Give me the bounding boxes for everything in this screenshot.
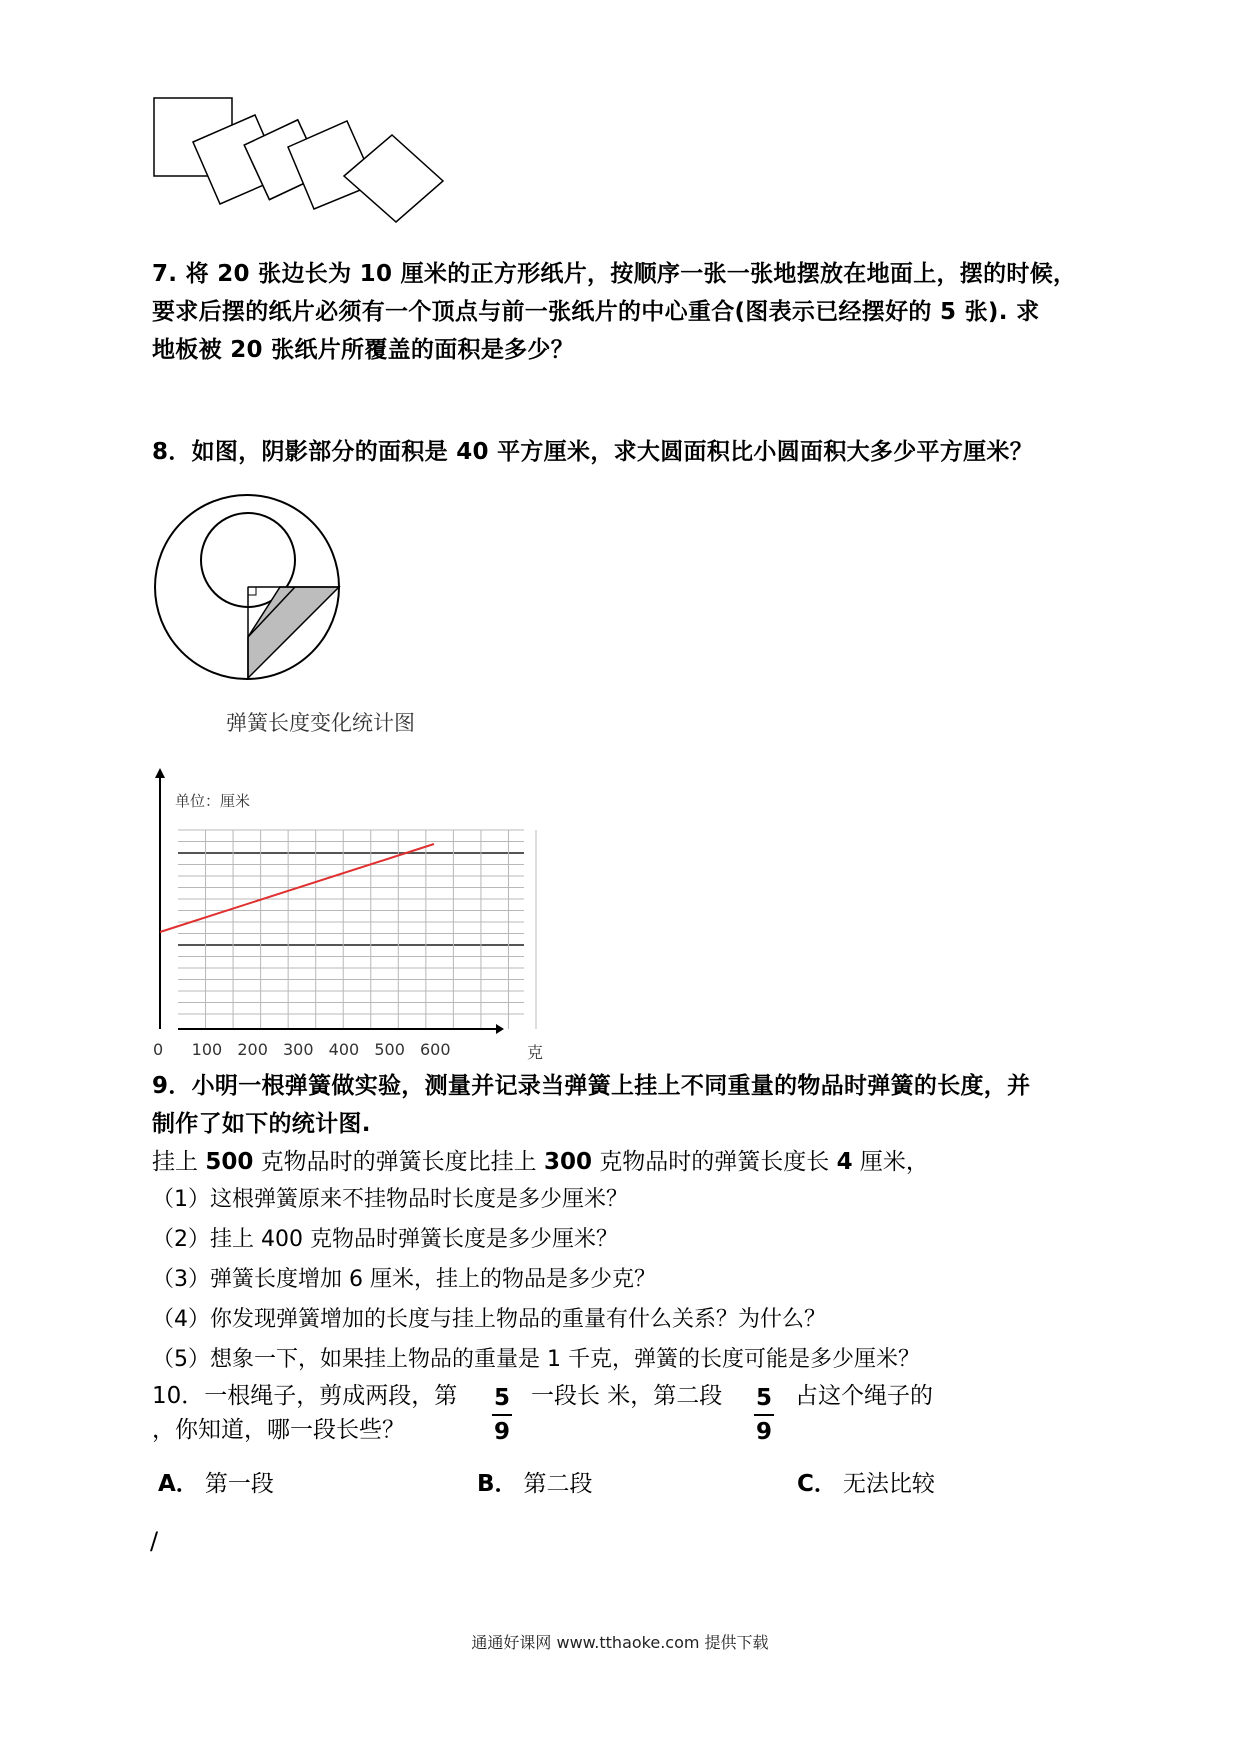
right-angle-mark [248,587,256,595]
footer-credit: 通通好课网 www.tthaoke.com 提供下载 [471,1633,769,1652]
option-a-text: 第一段 [204,1471,274,1497]
given-weight-300: 300 [543,1149,592,1175]
q9-sub-5: （5）想象一下，如果挂上物品的重量是 1 千克，弹簧的长度可能是多少厘米？ [152,1347,920,1372]
fraction-numerator: 5 [755,1385,772,1411]
q9-sub-2: （2）挂上 400 克物品时弹簧长度是多少厘米？ [152,1227,618,1252]
chart-title: 弹簧长度变化统计图 [226,711,415,735]
x-tick-label: 500 [374,1040,405,1059]
fraction-bar [492,1414,512,1416]
spring-length-line-chart [140,758,560,1068]
circles-figure [150,488,350,688]
x-tick-label: 600 [420,1040,451,1059]
q7-line-1: 7. 将 20 张边长为 10 厘米的正方形纸片，按顺序一张一张地摆放在地面上，摆的时候， [152,261,1077,287]
q10-part-3: 占这个绳子的 [795,1383,933,1409]
given-part-2: 克物品时的弹簧长度比挂上 [253,1149,544,1175]
option-a[interactable] [158,1468,274,1500]
q7-line-3: 地板被 20 张纸片所覆盖的面积是多少？ [152,337,575,363]
given-part-3: 克物品时的弹簧长度长 [591,1149,837,1175]
option-c[interactable] [797,1468,935,1500]
q9-given [152,1144,929,1180]
x-axis-unit-label: 克 [527,1043,544,1062]
q7-line-2: 要求后摆的纸片必须有一个顶点与前一张纸片的中心重合(图表示已经摆好的 5 张). 求 [152,299,1040,325]
option-a-letter: A． [158,1471,199,1497]
y-axis-arrow [155,768,165,778]
x-tick-label: 300 [283,1040,314,1059]
q9-line-2: 制作了如下的统计图. [152,1111,371,1137]
question-8: 8．如图，阴影部分的面积是 40 平方厘米，求大圆面积比小圆面积大多少平方厘米？ [152,439,1034,465]
option-c-text: 无法比较 [842,1471,935,1497]
q10-part-1: 10．一根绳子，剪成两段，第 [152,1383,458,1409]
slash-mark: / [150,1527,159,1555]
given-weight-500: 500 [205,1149,254,1175]
q10-line-2: ，你知道，哪一段长些？ [152,1417,405,1443]
x-tick-label: 100 [191,1040,223,1059]
fraction-denominator: 9 [755,1419,772,1445]
option-c-letter: C． [797,1471,837,1497]
x-tick-label: 200 [237,1040,268,1059]
fraction-numerator: 5 [493,1385,510,1411]
q10-part-2: 一段长 米，第二段 [531,1383,723,1409]
unit-label: 单位：厘米 [175,792,251,810]
x-tick-label: 400 [328,1040,360,1059]
q9-sub-4: （4）你发现弹簧增加的长度与挂上物品的重量有什么关系？为什么？ [152,1307,826,1332]
q9-sub-1: （1）这根弹簧原来不挂物品时长度是多少厘米？ [152,1187,628,1212]
given-length-4: 4 [836,1149,853,1175]
given-part-1: 挂上 [152,1149,206,1175]
x-axis-arrow [496,1024,504,1034]
option-b[interactable] [477,1468,593,1500]
x-origin-label: 0 [153,1040,164,1059]
fraction-5-9-second [752,1383,776,1447]
q9-line-1: 9．小明一根弹簧做实验，测量并记录当弹簧上挂上不同重量的物品时弹簧的长度，并 [152,1073,1031,1099]
option-b-text: 第二段 [523,1471,593,1497]
fraction-5-9-first [490,1383,514,1447]
fraction-denominator: 9 [493,1419,510,1445]
q9-sub-3: （3）弹簧长度增加 6 厘米，挂上的物品是多少克？ [152,1267,656,1292]
given-part-4: 厘米， [852,1149,929,1175]
option-b-letter: B． [477,1471,518,1497]
fraction-bar [754,1414,774,1416]
overlapping-squares-figure [140,90,460,250]
shaded-triangle [248,587,339,678]
